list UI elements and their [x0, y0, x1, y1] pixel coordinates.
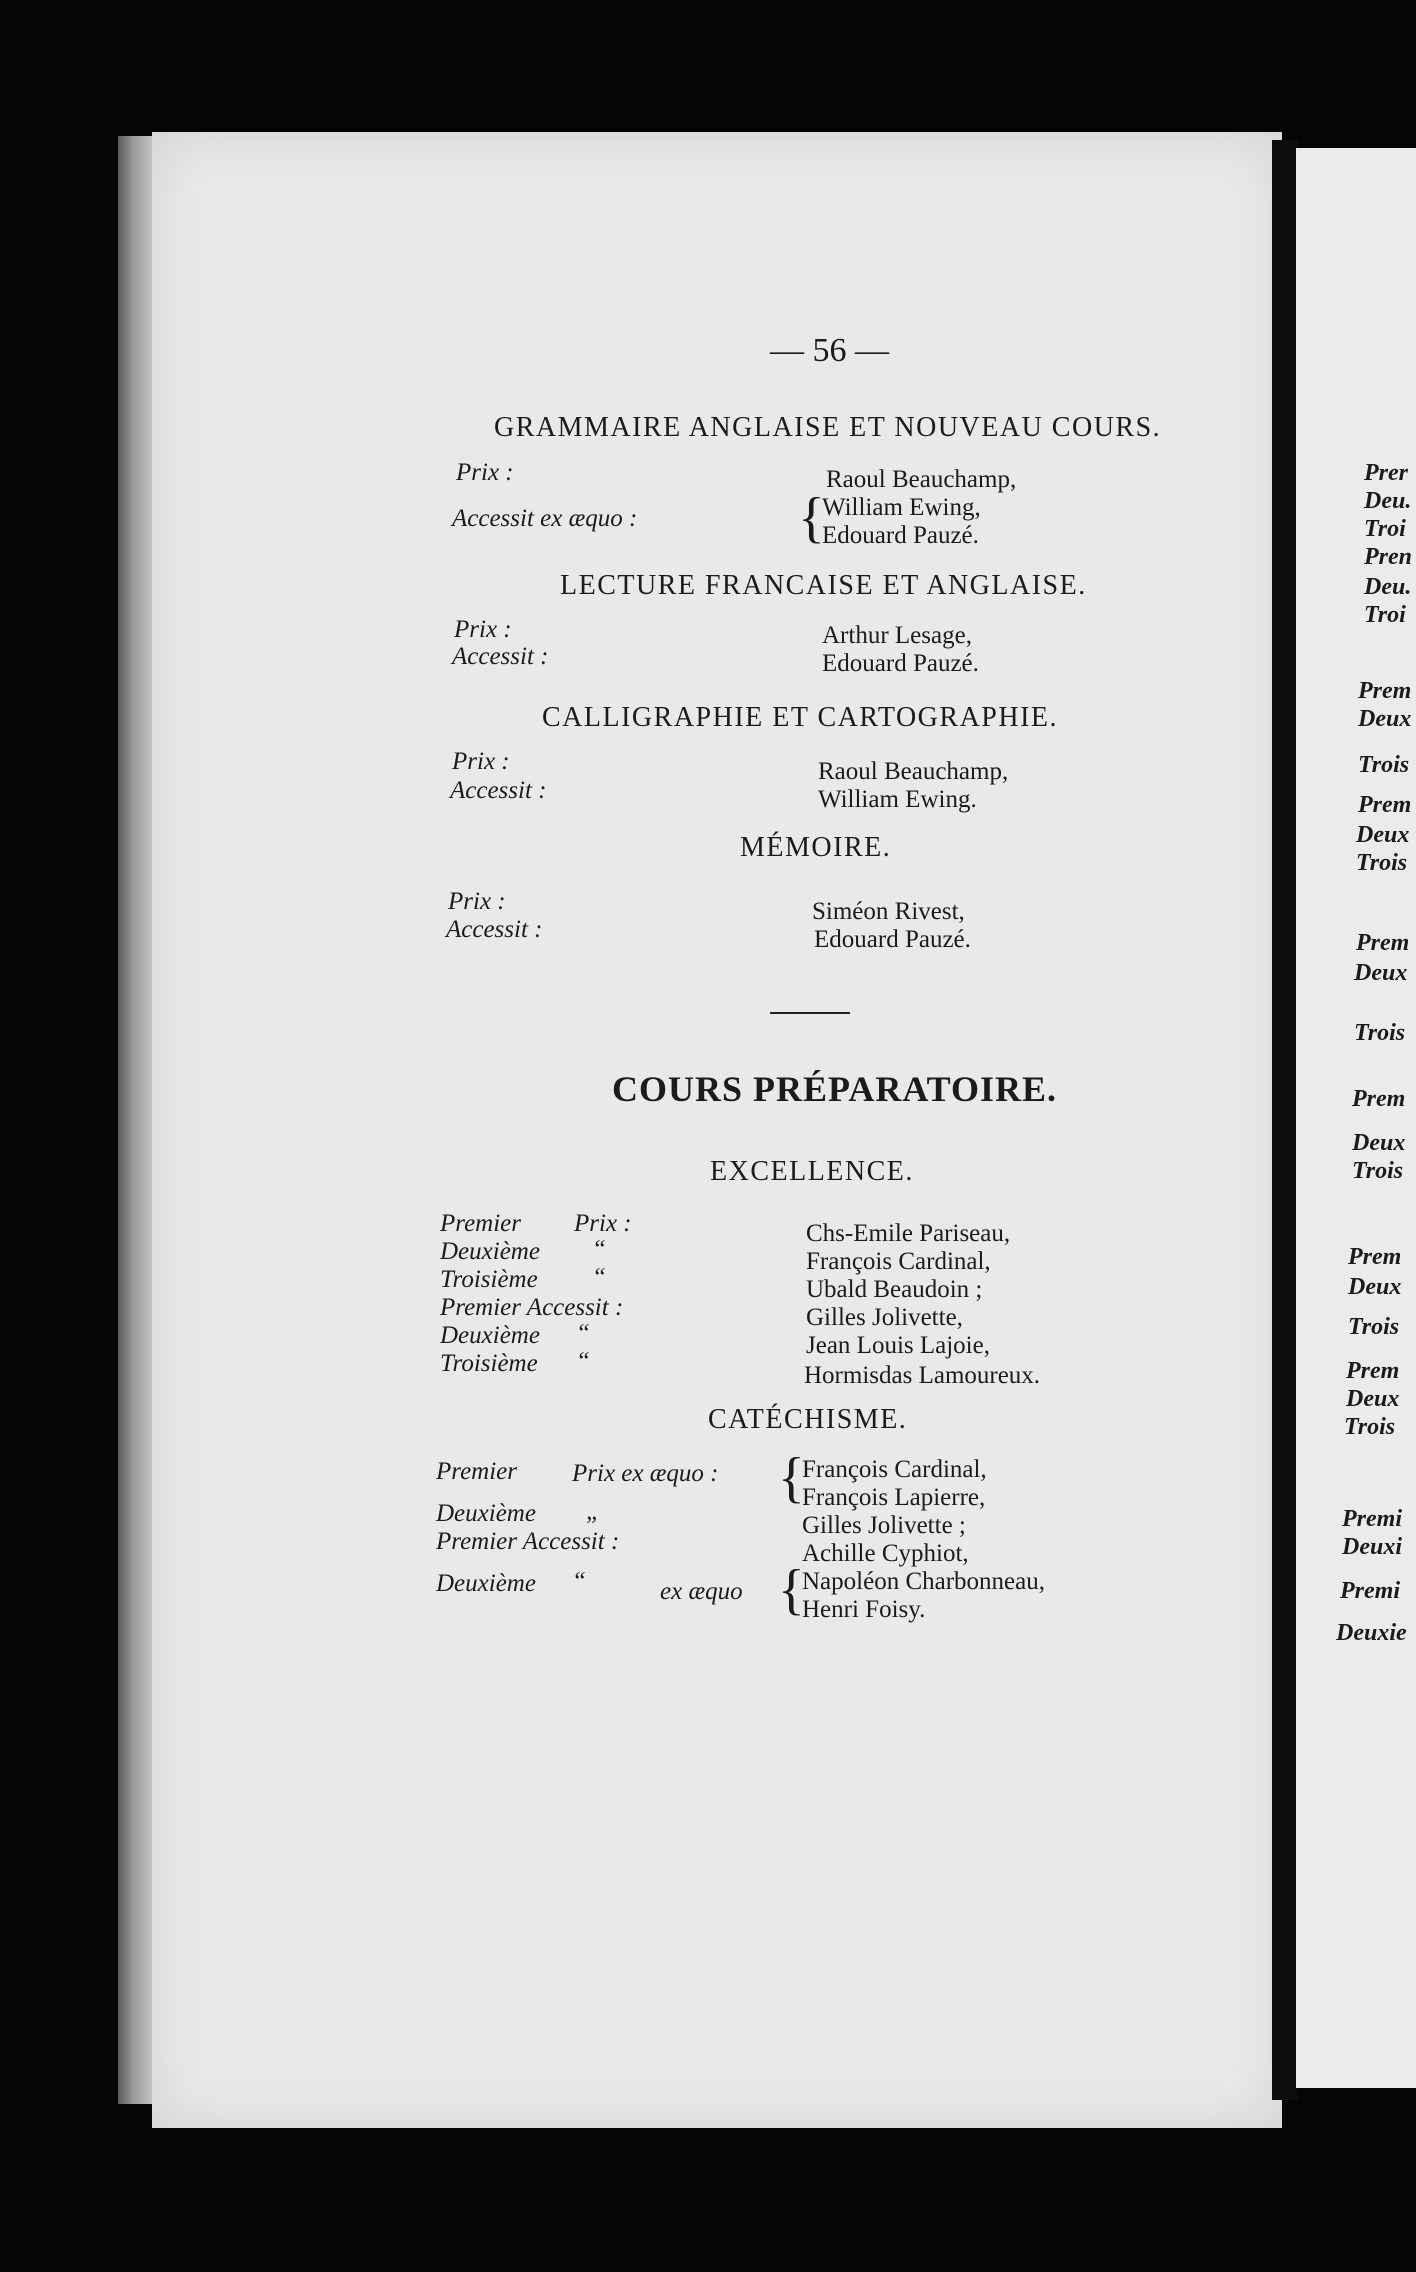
book-spine	[118, 136, 156, 2104]
rank-label: Troisième	[440, 1266, 538, 1293]
winner-name: François Cardinal,	[802, 1456, 987, 1483]
right-page-fragment: Deu.	[1364, 488, 1412, 514]
rank-label: Deuxième	[440, 1238, 540, 1265]
brace: {	[798, 487, 825, 549]
right-page-fragment: Prem	[1358, 678, 1412, 704]
rank-label: Premier Accessit :	[436, 1528, 620, 1555]
winner-name: Edouard Pauzé.	[814, 926, 971, 953]
rank-label: Premier	[436, 1458, 517, 1485]
excellence-title: EXCELLENCE.	[710, 1156, 914, 1187]
exaequo-label: ex æquo	[660, 1578, 743, 1605]
ditto-mark: “	[572, 1568, 586, 1595]
ditto-mark: “	[576, 1348, 590, 1375]
accessit-label: Accessit :	[446, 916, 543, 943]
right-page-fragment: Trois	[1352, 1158, 1404, 1184]
accessit-label: Accessit ex æquo :	[452, 505, 638, 532]
right-page-fragment: Prem	[1348, 1244, 1402, 1270]
winner-name: Achille Cyphiot,	[802, 1540, 969, 1567]
accessit-label: Accessit :	[450, 777, 547, 804]
right-page-fragment: Deu.	[1364, 574, 1412, 600]
right-page-fragment: Prem	[1346, 1358, 1400, 1384]
right-page	[1296, 148, 1416, 2088]
accessit-label: Accessit :	[452, 643, 549, 670]
winner-name: Jean Louis Lajoie,	[806, 1332, 990, 1359]
right-page-fragment: Deux	[1354, 960, 1408, 986]
right-page-fragment: Deux	[1358, 706, 1412, 732]
ditto-mark: „	[586, 1498, 600, 1525]
winner-name: Edouard Pauzé.	[822, 522, 979, 549]
right-page-fragment: Deux	[1356, 822, 1410, 848]
prix-label: Prix :	[456, 459, 514, 486]
winner-name: William Ewing.	[818, 786, 977, 813]
winner-name: Siméon Rivest,	[812, 898, 965, 925]
right-page-fragment: Deux	[1352, 1130, 1406, 1156]
page-number: — 56 —	[770, 332, 889, 369]
section-title-calligraphie: CALLIGRAPHIE ET CARTOGRAPHIE.	[542, 702, 1059, 733]
winner-name: Edouard Pauzé.	[822, 650, 979, 677]
prix-label: Prix :	[574, 1210, 632, 1237]
winner-name: Napoléon Charbonneau,	[802, 1568, 1045, 1595]
right-page-fragment: Troi	[1364, 602, 1406, 628]
ditto-mark: “	[592, 1236, 606, 1263]
right-page-fragment: Trois	[1358, 752, 1410, 778]
right-page-fragment: Premi	[1340, 1578, 1400, 1604]
prix-label: Prix :	[448, 888, 506, 915]
right-page-fragment: Prem	[1356, 930, 1410, 956]
brace: {	[778, 1559, 805, 1621]
winner-name: Hormisdas Lamoureux.	[804, 1362, 1041, 1389]
right-page-fragment: Premi	[1342, 1506, 1402, 1532]
right-page-fragment: Prer	[1364, 460, 1408, 486]
winner-name: Arthur Lesage,	[822, 622, 972, 649]
section-title-lecture: LECTURE FRANCAISE ET ANGLAISE.	[560, 570, 1087, 601]
right-page-fragment: Troi	[1364, 516, 1406, 542]
winner-name: William Ewing,	[822, 494, 981, 521]
cours-title: COURS PRÉPARATOIRE.	[612, 1069, 1058, 1109]
rank-label: Premier	[440, 1210, 521, 1237]
right-page-fragment: Trois	[1348, 1314, 1400, 1340]
winner-name: François Cardinal,	[806, 1248, 991, 1275]
right-page-fragment: Prem	[1352, 1086, 1406, 1112]
catechisme-title: CATÉCHISME.	[708, 1404, 908, 1435]
right-page-fragment: Deux	[1348, 1274, 1402, 1300]
section-divider	[770, 1012, 850, 1014]
winner-name: Gilles Jolivette ;	[802, 1512, 966, 1539]
winner-name: Chs-Emile Pariseau,	[806, 1220, 1011, 1247]
winner-name: Ubald Beaudoin ;	[806, 1276, 983, 1303]
winner-name: Gilles Jolivette,	[806, 1304, 963, 1331]
prix-label: Prix :	[452, 748, 510, 775]
rank-label: Deuxième	[440, 1322, 540, 1349]
rank-label: Troisième	[440, 1350, 538, 1377]
right-page-fragment: Deux	[1346, 1386, 1400, 1412]
right-page-fragment: Trois	[1356, 850, 1408, 876]
ditto-mark: “	[592, 1264, 606, 1291]
right-page-fragment: Pren	[1364, 544, 1412, 570]
winner-name: Henri Foisy.	[802, 1596, 926, 1623]
ditto-mark: “	[576, 1320, 590, 1347]
winner-name: François Lapierre,	[802, 1484, 986, 1511]
right-page-fragment: Prem	[1358, 792, 1412, 818]
page-gutter	[1272, 140, 1298, 2100]
brace: {	[778, 1447, 805, 1509]
right-page-fragment: Deuxie	[1336, 1620, 1407, 1646]
rank-label: Deuxième	[436, 1500, 536, 1527]
prix-label: Prix ex æquo :	[572, 1460, 719, 1487]
right-page-fragment: Deuxi	[1342, 1534, 1402, 1560]
right-page-fragment: Trois	[1354, 1020, 1406, 1046]
winner-name: Raoul Beauchamp,	[818, 758, 1009, 785]
prix-label: Prix :	[454, 616, 512, 643]
section-title-grammaire: GRAMMAIRE ANGLAISE ET NOUVEAU COURS.	[494, 412, 1162, 443]
section-title-memoire: MÉMOIRE.	[740, 832, 892, 863]
winner-name: Raoul Beauchamp,	[826, 466, 1017, 493]
right-page-fragment: Trois	[1344, 1414, 1396, 1440]
rank-label: Premier Accessit :	[440, 1294, 624, 1321]
rank-label: Deuxième	[436, 1570, 536, 1597]
